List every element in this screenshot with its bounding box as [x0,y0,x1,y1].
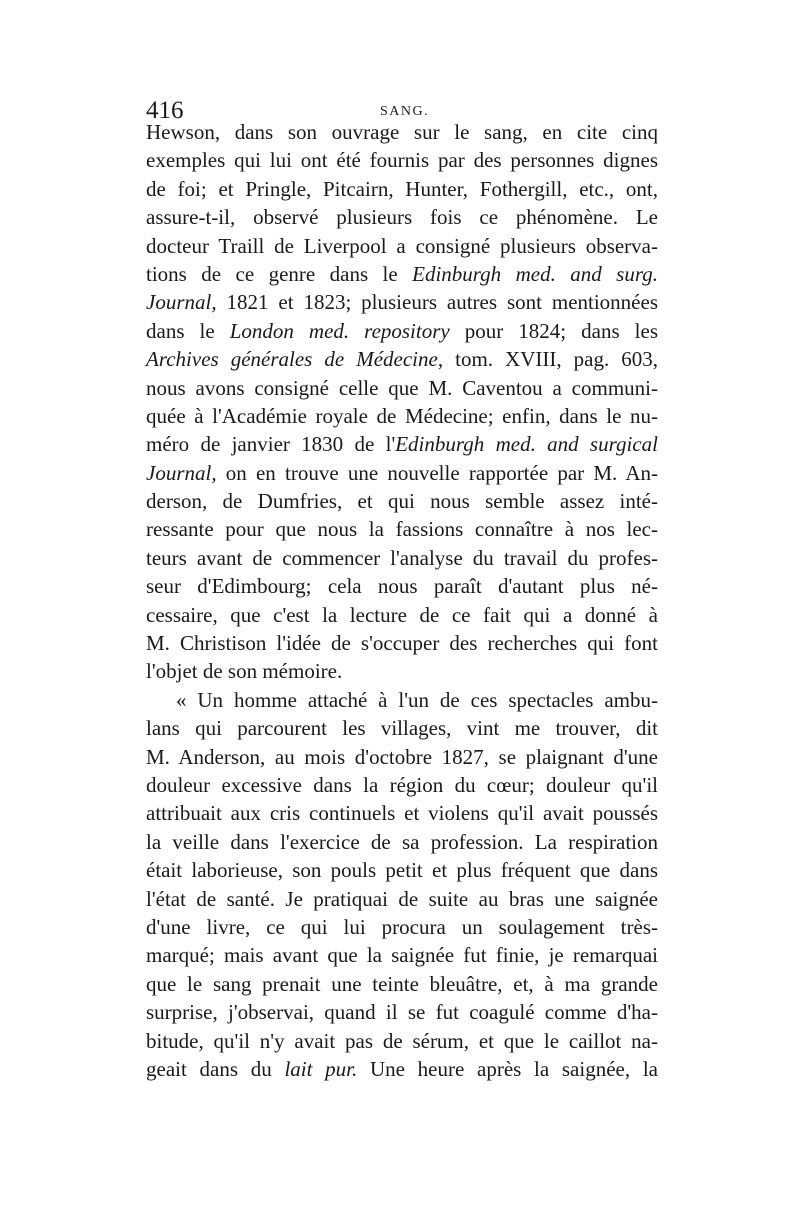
text-line [146,544,658,572]
running-head: SANG. [380,104,430,119]
text-line [146,317,658,345]
text-line [146,402,658,430]
text-run: geait dans du [146,1056,285,1081]
text-line [146,175,658,203]
text-run: attribuait aux cris continuels et violens qu'il avait poussés [146,801,658,826]
italic-text: Journal, [146,290,217,315]
text-line [146,374,658,402]
text-run: marqué; mais avant que la saignée fut finie, je remarquai [146,943,658,968]
text-run: surprise, j'observai, quand il se fut coagulé comme d'ha- [146,1000,658,1025]
text-run: bitude, qu'il n'y avait pas de sérum, et que le caillot na- [146,1028,658,1053]
text-line [146,828,658,856]
italic-text: Archives générales de Médecine [146,347,438,372]
text-line [146,1055,658,1083]
text-line [146,515,658,543]
text-run: on en trouve une nouvelle rapportée par M. An- [216,460,658,485]
text-run: ressante pour que nous la fassions connaître à nos lec- [146,517,658,542]
text-line [146,941,658,969]
text-run: l'état de santé. Je pratiquai de suite au bras une saignée [146,886,658,911]
text-run: Une heure après la saignée, la [357,1056,658,1081]
text-run: assure-t-il, observé plusieurs fois ce phénomène. Le [146,205,658,230]
text-line [146,856,658,884]
page-number: 416 [146,97,184,124]
text-line [146,998,658,1026]
text-line [146,260,658,288]
text-run: douleur excessive dans la région du cœur; douleur qu'il [146,772,658,797]
italic-text: Edinburgh med. and surgical [395,432,658,457]
text-run: méro de janvier 1830 de l' [146,432,396,457]
italic-text: London med. repository [229,318,450,343]
text-line [146,232,658,260]
text-run: tions de ce genre dans le [146,261,413,286]
text-line [146,1027,658,1055]
text-run: lans qui parcourent les villages, vint me trouver, dit [146,716,658,741]
text-run: de foi; et Pringle, Pitcairn, Hunter, Fothergill, etc., ont, [146,176,658,201]
body-text [146,118,658,1083]
text-run: Hewson, dans son ouvrage sur le sang, en cite cinq [146,120,658,144]
text-line [146,572,658,600]
text-line [146,885,658,913]
text-run: 1821 et 1823; plusieurs autres sont mentionnées [216,290,658,315]
text-line [146,629,658,657]
text-run: nous avons consigné celle que M. Caventou a communi- [146,375,658,400]
text-line [146,743,658,771]
text-line [146,118,658,146]
text-line [146,288,658,316]
text-run: exemples qui lui ont été fournis par des personnes dignes [146,148,658,173]
text-run: quée à l'Académie royale de Médecine; enfin, dans le nu- [146,403,658,428]
text-run: d'une livre, ce qui lui procura un soulagement très- [146,914,658,939]
text-run: « Un homme attaché à l'un de ces spectacles ambu- [176,687,658,712]
text-line [146,345,658,373]
text-run: docteur Traill de Liverpool a consigné plusieurs observa- [146,233,658,258]
text-run: pour 1824; dans les [449,318,658,343]
italic-text: Edinburgh med. and surg. [412,261,658,286]
italic-text: lait pur. [284,1056,358,1081]
text-line [146,970,658,998]
text-run: derson, de Dumfries, et qui nous semble assez inté- [146,489,658,514]
text-line [146,913,658,941]
text-run: , tom. XVIII, pag. 603, [437,347,658,372]
text-line [146,771,658,799]
text-line [146,430,658,458]
text-line [146,601,658,629]
text-run: M. Anderson, au mois d'octobre 1827, se plaignant d'une [146,744,658,769]
text-line [146,657,658,685]
text-run: seur d'Edimbourg; cela nous paraît d'autant plus né- [146,574,658,599]
text-run: dans le [146,318,230,343]
text-run: l'objet de son mémoire. [146,659,343,684]
text-run: cessaire, que c'est la lecture de ce fait qui a donné à [146,602,658,627]
text-run: teurs avant de commencer l'analyse du travail du profes- [146,545,658,570]
text-line [146,146,658,174]
text-run: la veille dans l'exercice de sa profession. La respiration [146,829,658,854]
italic-text: Journal, [146,460,217,485]
text-line [146,714,658,742]
text-run: était laborieuse, son pouls petit et plus fréquent que dans [146,858,658,883]
text-run: M. Christison l'idée de s'occuper des recherches qui font [146,631,658,656]
text-line [146,487,658,515]
text-line [146,203,658,231]
text-line [146,799,658,827]
text-run: que le sang prenait une teinte bleuâtre, et, à ma grande [146,971,658,996]
text-line [146,686,658,714]
text-line [146,459,658,487]
